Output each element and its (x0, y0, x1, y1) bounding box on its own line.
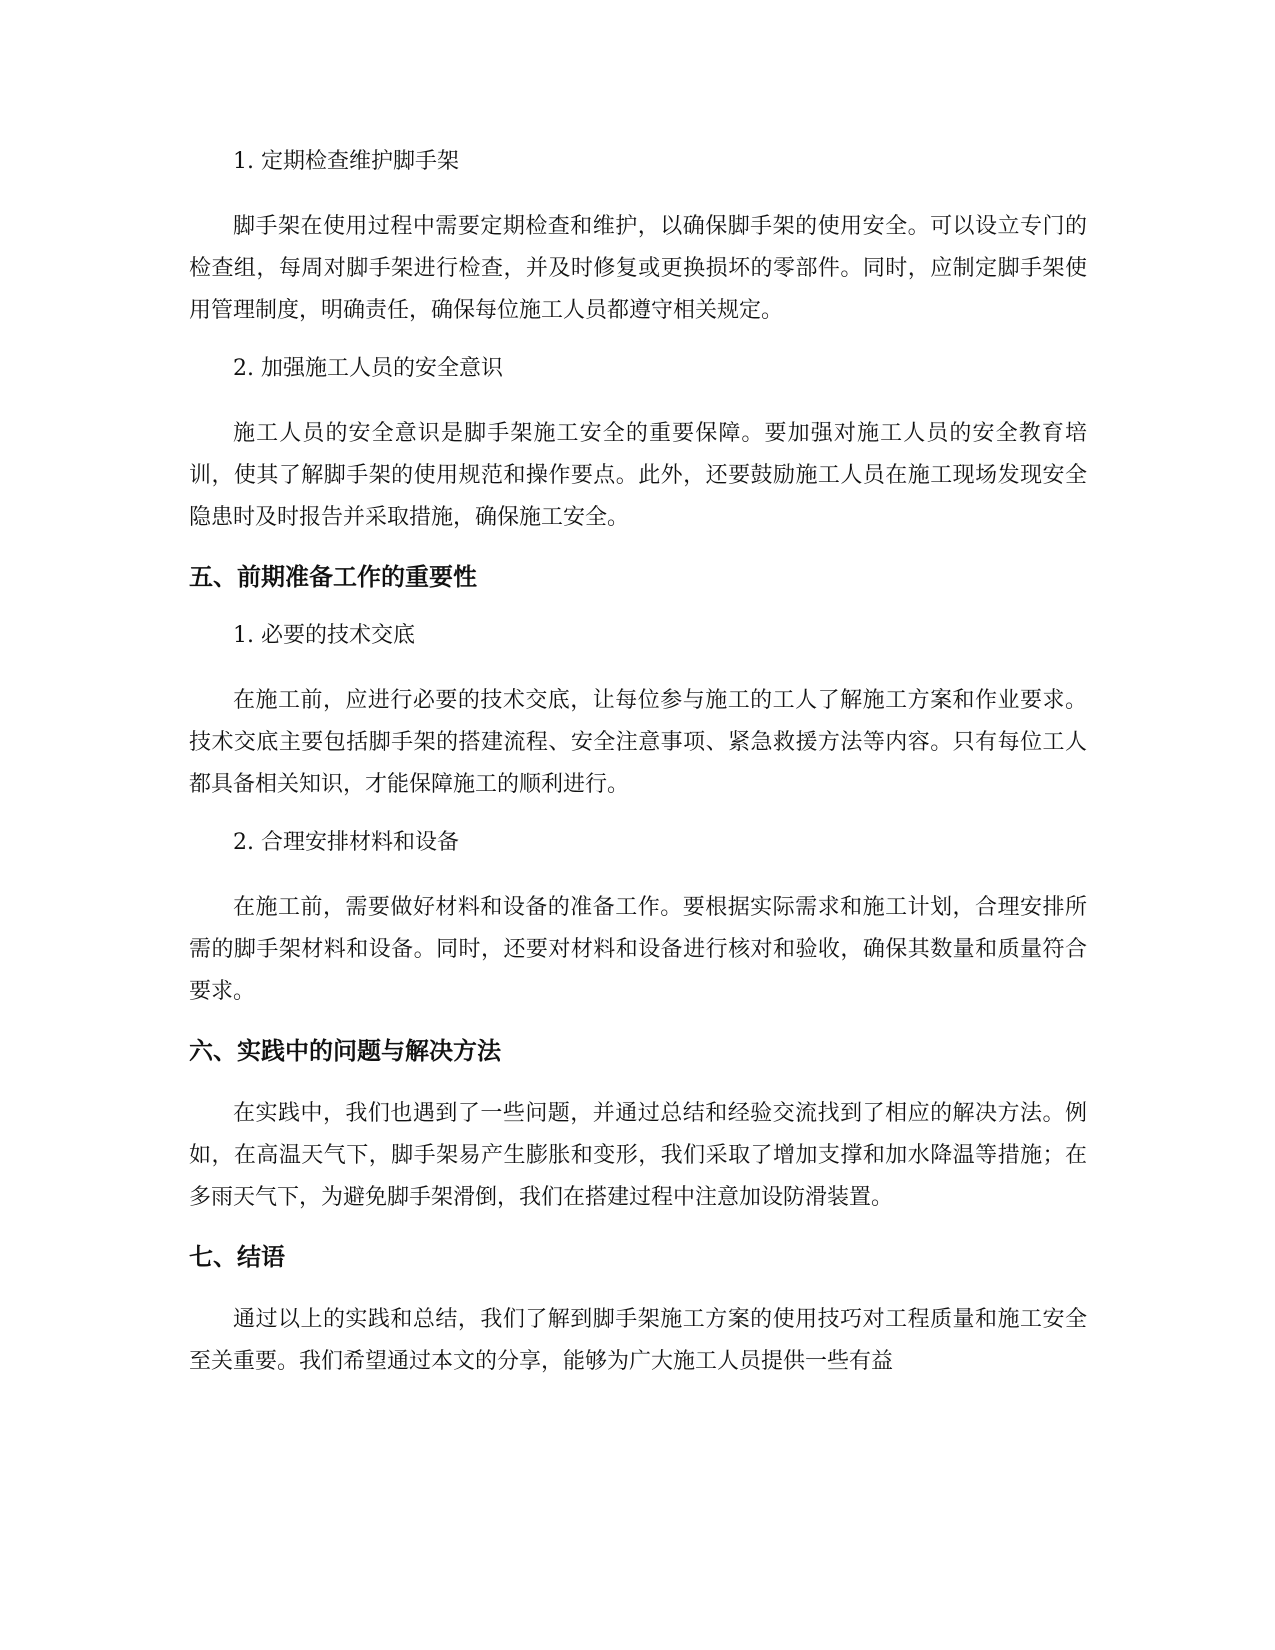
paragraph: 脚手架在使用过程中需要定期检查和维护，以确保脚手架的使用安全。可以设立专门的检查组，每周对脚手架进行检查，并及时修复或更换损坏的零部件。同时，应制定脚手架使用管理制度，明确责任，确保每位施工人员都遵守相关规定。 (189, 214, 1087, 323)
section-heading: 六、实践中的问题与解决方法 (189, 1037, 501, 1065)
subsection-title: 2. 合理安排材料和设备 (233, 830, 459, 855)
paragraph: 在实践中，我们也遇到了一些问题，并通过总结和经验交流找到了相应的解决方法。例如，在高温天气下，脚手架易产生膨胀和变形，我们采取了增加支撑和加水降温等措施；在多雨天气下，为避免脚手架滑倒，我们在搭建过程中注意加设防滑装置。 (189, 1101, 1087, 1210)
subsection-title: 1. 必要的技术交底 (233, 623, 415, 648)
paragraph: 施工人员的安全意识是脚手架施工安全的重要保障。要加强对施工人员的安全教育培训，使其了解脚手架的使用规范和操作要点。此外，还要鼓励施工人员在施工现场发现安全隐患时及时报告并采取措施，确保施工安全。 (189, 421, 1087, 530)
section-heading: 七、结语 (189, 1243, 285, 1271)
subsection-title: 2. 加强施工人员的安全意识 (233, 356, 503, 381)
document-body (189, 145, 1087, 1403)
paragraph: 通过以上的实践和总结，我们了解到脚手架施工方案的使用技巧对工程质量和施工安全至关重要。我们希望通过本文的分享，能够为广大施工人员提供一些有益 (189, 1307, 1087, 1374)
paragraph: 在施工前，应进行必要的技术交底，让每位参与施工的工人了解施工方案和作业要求。技术交底主要包括脚手架的搭建流程、安全注意事项、紧急救援方法等内容。只有每位工人都具备相关知识，才能保障施工的顺利进行。 (189, 688, 1087, 797)
subsection-title: 1. 定期检查维护脚手架 (233, 149, 459, 174)
paragraph: 在施工前，需要做好材料和设备的准备工作。要根据实际需求和施工计划，合理安排所需的脚手架材料和设备。同时，还要对材料和设备进行核对和验收，确保其数量和质量符合要求。 (189, 895, 1087, 1004)
section-heading: 五、前期准备工作的重要性 (189, 563, 477, 591)
